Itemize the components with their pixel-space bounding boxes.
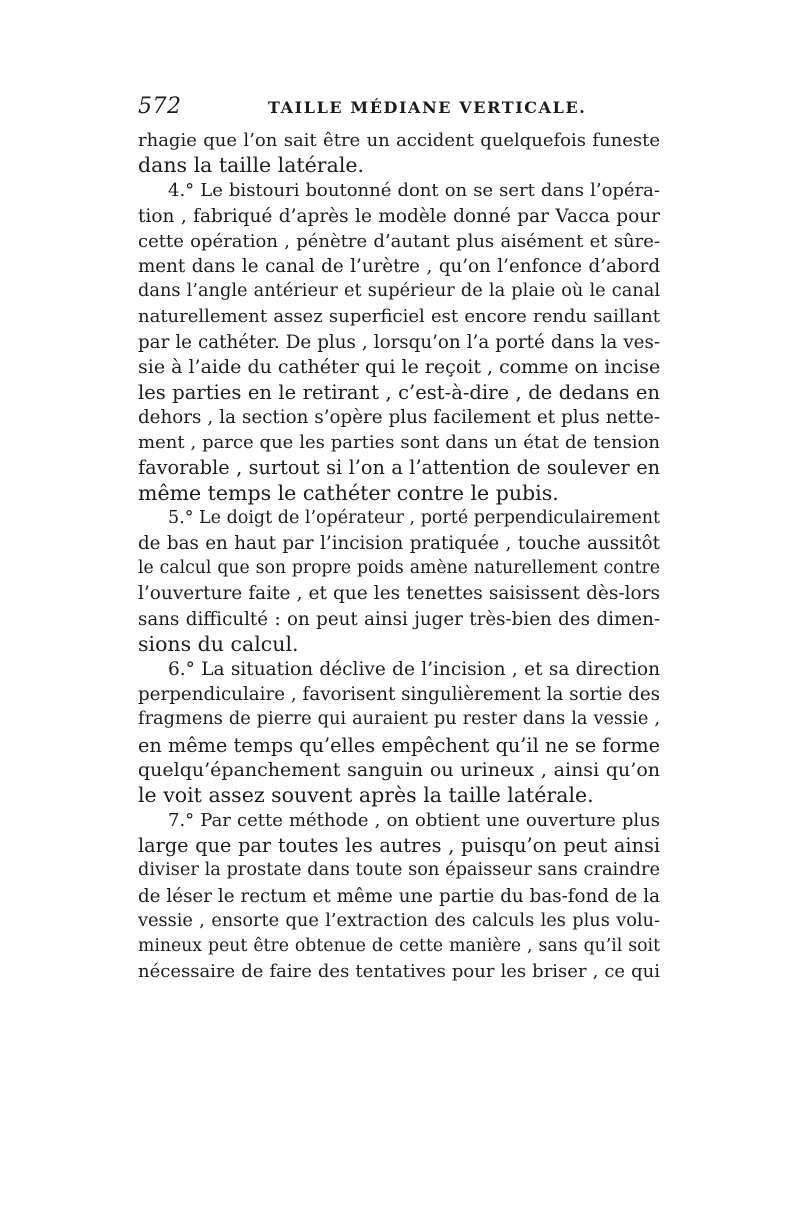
text-line: mineux peut être obtenue de cette manière , sans qu’il soit xyxy=(138,936,660,956)
text-line: sans difficulté : on peut ainsi juger très-bien des dimen- xyxy=(138,608,660,630)
page-number: 572 xyxy=(138,94,182,119)
text-line: ment dans le canal de l’urètre , qu’on l’enfonce d’abord xyxy=(138,255,660,277)
text-line: dehors , la section s’opère plus facilement et plus nette- xyxy=(138,407,660,429)
text-line: 6.° La situation déclive de l’incision , et sa direction xyxy=(168,658,660,680)
text-line: vessie , ensorte que l’extraction des calculs les plus volu- xyxy=(138,910,660,931)
text-line: 5.° Le doigt de l’opérateur , porté perpendiculairement xyxy=(168,507,660,528)
text-line: naturellement assez superficiel est encore rendu saillant xyxy=(138,306,660,328)
text-line: perpendiculaire , favorisent singulièrement la sortie des xyxy=(138,684,660,706)
body-text xyxy=(138,128,660,984)
text-line: fragmens de pierre qui auraient pu rester dans la vessie , xyxy=(138,709,660,730)
text-line: dans la taille latérale. xyxy=(138,153,365,178)
text-line: l’ouverture faite , et que les tenettes saisissent dès-lors xyxy=(138,583,660,605)
text-line: sie à l’aide du cathéter qui le reçoit , comme on incise xyxy=(138,355,661,378)
text-line: rhagie que l’on sait être un accident quelquefois funeste xyxy=(138,130,660,151)
text-line: même temps le cathéter contre le pubis. xyxy=(138,480,559,505)
text-line: de léser le rectum et même une partie du bas-fond de la xyxy=(138,885,660,907)
text-line: sions du calcul. xyxy=(138,631,299,656)
text-line: dans l’angle antérieur et supérieur de la plaie où le canal xyxy=(138,281,660,302)
text-line: tion , fabriqué d’après le modèle donné par Vacca pour xyxy=(138,205,660,227)
text-line: par le cathéter. De plus , lorsqu’on l’a porté dans la ves- xyxy=(138,331,660,353)
text-line: favorable , surtout si l’on a l’attention de soulever en xyxy=(138,456,660,480)
text-line: en même temps qu’elles empêchent qu’il ne se forme xyxy=(138,733,660,757)
text-line: le calcul que son propre poids amène naturellement contre xyxy=(138,558,660,579)
text-line: le voit assez souvent après la taille latérale. xyxy=(138,782,594,807)
running-head xyxy=(138,94,660,118)
text-line: les parties en le retirant , c’est-à-dire , de dedans en xyxy=(138,380,660,404)
text-line: nécessaire de faire des tentatives pour les briser , ce qui xyxy=(138,961,660,983)
text-line: diviser la prostate dans toute son épaisseur sans craindre xyxy=(138,860,660,881)
text-line: large que par toutes les autres , puisqu’on peut ainsi xyxy=(138,834,660,858)
text-line: 4.° Le bistouri boutonné dont on se sert dans l’opéra- xyxy=(168,180,660,202)
text-line: 7.° Par cette méthode , on obtient une ouverture plus xyxy=(168,810,660,832)
text-line: cette opération , pénètre d’autant plus aisément et sûre- xyxy=(138,230,660,252)
text-line: ment , parce que les parties sont dans un état de tension xyxy=(138,432,660,454)
text-line: de bas en haut par l’incision pratiquée , touche aussitôt xyxy=(138,533,660,554)
text-line: quelqu’épanchement sanguin ou urineux , ainsi qu’on xyxy=(138,758,660,781)
running-title: TAILLE MÉDIANE VERTICALE. xyxy=(268,98,587,117)
